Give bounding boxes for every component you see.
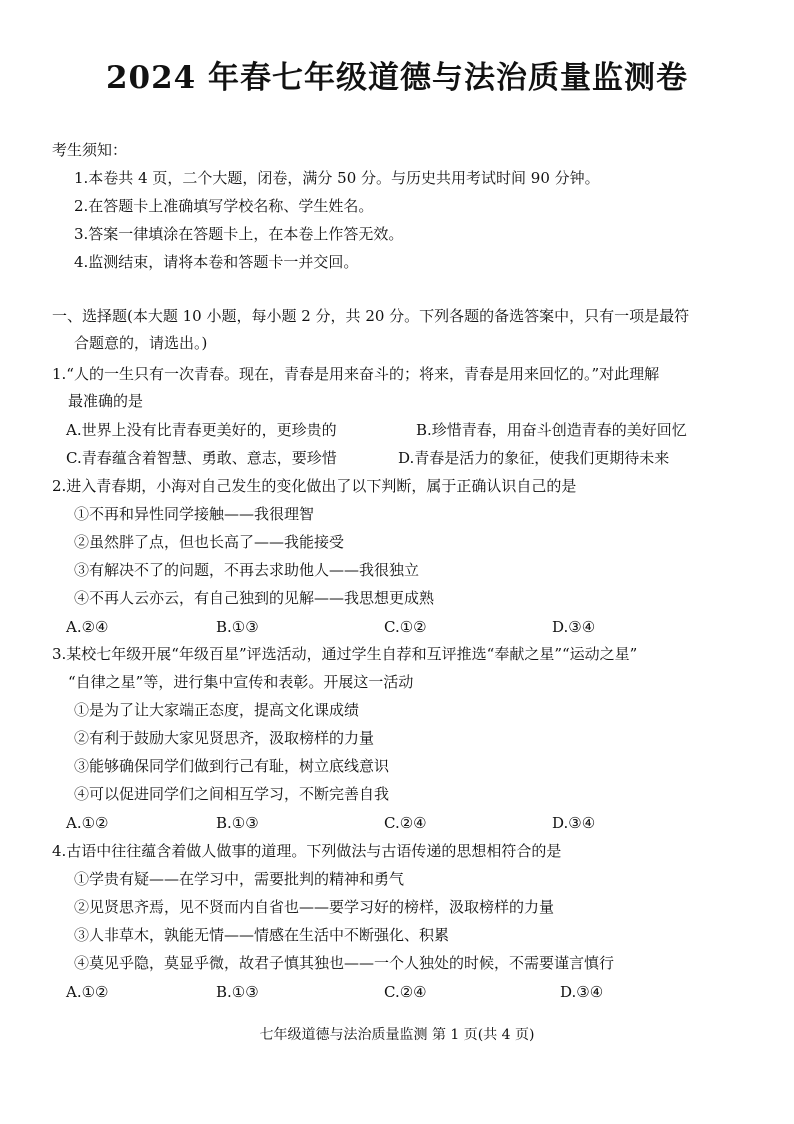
statement: ①是为了让大家端正态度，提高文化课成绩 [74, 701, 360, 719]
question-stem: 1.“人的一生只有一次青春。现在，青春是用来奋斗的；将来，青春是用来回忆的。”对此理解 [52, 365, 660, 383]
option-a: A.②④ [66, 618, 109, 636]
statement: ③有解决不了的问题，不再去求助他人——我很独立 [74, 561, 420, 579]
option-b: B.珍惜青春，用奋斗创造青春的美好回忆 [416, 421, 687, 439]
option-c: C.②④ [384, 983, 427, 1001]
option-d: D.③④ [552, 814, 596, 832]
question-stem-cont: 最准确的是 [68, 392, 144, 410]
section-heading-cont: 合题意的，请选出。) [74, 334, 208, 352]
question-stem-cont: “自律之星”等，进行集中宣传和表彰。开展这一活动 [68, 673, 414, 691]
option-a: A.①② [66, 983, 109, 1001]
statement: ③能够确保同学们做到行己有耻，树立底线意识 [74, 757, 390, 775]
question-stem: 3.某校七年级开展“年级百星”评选活动，通过学生自荐和互评推选“奉献之星”“运动之星” [52, 645, 638, 663]
option-a: A.①② [66, 814, 109, 832]
page-title: 2024 年春七年级道德与法治质量监测卷 [105, 60, 689, 96]
option-b: B.①③ [216, 618, 259, 636]
option-c: C.①② [384, 618, 427, 636]
notice-item: 3.答案一律填涂在答题卡上，在本卷上作答无效。 [74, 225, 404, 243]
option-c: C.青春蕴含着智慧、勇敢、意志，要珍惜 [66, 449, 337, 467]
statement: ④莫见乎隐，莫显乎微，故君子慎其独也——一个人独处的时候，不需要谨言慎行 [74, 954, 615, 972]
notice-item: 4.监测结束，请将本卷和答题卡一并交回。 [74, 253, 359, 271]
option-a: A.世界上没有比青春更美好的，更珍贵的 [66, 421, 337, 439]
notice-item: 1.本卷共 4 页，二个大题，闭卷，满分 50 分。与历史共用考试时间 90 分钟。 [74, 169, 600, 187]
statement: ④可以促进同学们之间相互学习，不断完善自我 [74, 785, 390, 803]
notice-heading: 考生须知： [52, 141, 128, 159]
option-d: D.③④ [560, 983, 604, 1001]
statement: ②虽然胖了点，但也长高了——我能接受 [74, 533, 345, 551]
page-footer: 七年级道德与法治质量监测 第 1 页(共 4 页) [259, 1027, 535, 1043]
statement: ④不再人云亦云，有自己独到的见解——我思想更成熟 [74, 589, 435, 607]
question-stem: 2.进入青春期，小海对自己发生的变化做出了以下判断，属于正确认识自己的是 [52, 477, 577, 495]
notice-item: 2.在答题卡上准确填写学校名称、学生姓名。 [74, 197, 374, 215]
section-heading: 一、选择题(本大题 10 小题，每小题 2 分，共 20 分。下列各题的备选答案中，只有一项是最符 [52, 307, 690, 325]
option-d: D.青春是活力的象征，使我们更期待未来 [398, 449, 670, 467]
option-b: B.①③ [216, 814, 259, 832]
statement: ③人非草木，孰能无情——情感在生活中不断强化、积累 [74, 926, 450, 944]
statement: ②有利于鼓励大家见贤思齐，汲取榜样的力量 [74, 729, 375, 747]
statement: ①不再和异性同学接触——我很理智 [74, 505, 315, 523]
question-stem: 4.古语中往往蕴含着做人做事的道理。下列做法与古语传递的思想相符合的是 [52, 842, 562, 860]
option-c: C.②④ [384, 814, 427, 832]
option-b: B.①③ [216, 983, 259, 1001]
option-d: D.③④ [552, 618, 596, 636]
statement: ①学贵有疑——在学习中，需要批判的精神和勇气 [74, 870, 405, 888]
statement: ②见贤思齐焉，见不贤而内自省也——要学习好的榜样，汲取榜样的力量 [74, 898, 555, 916]
